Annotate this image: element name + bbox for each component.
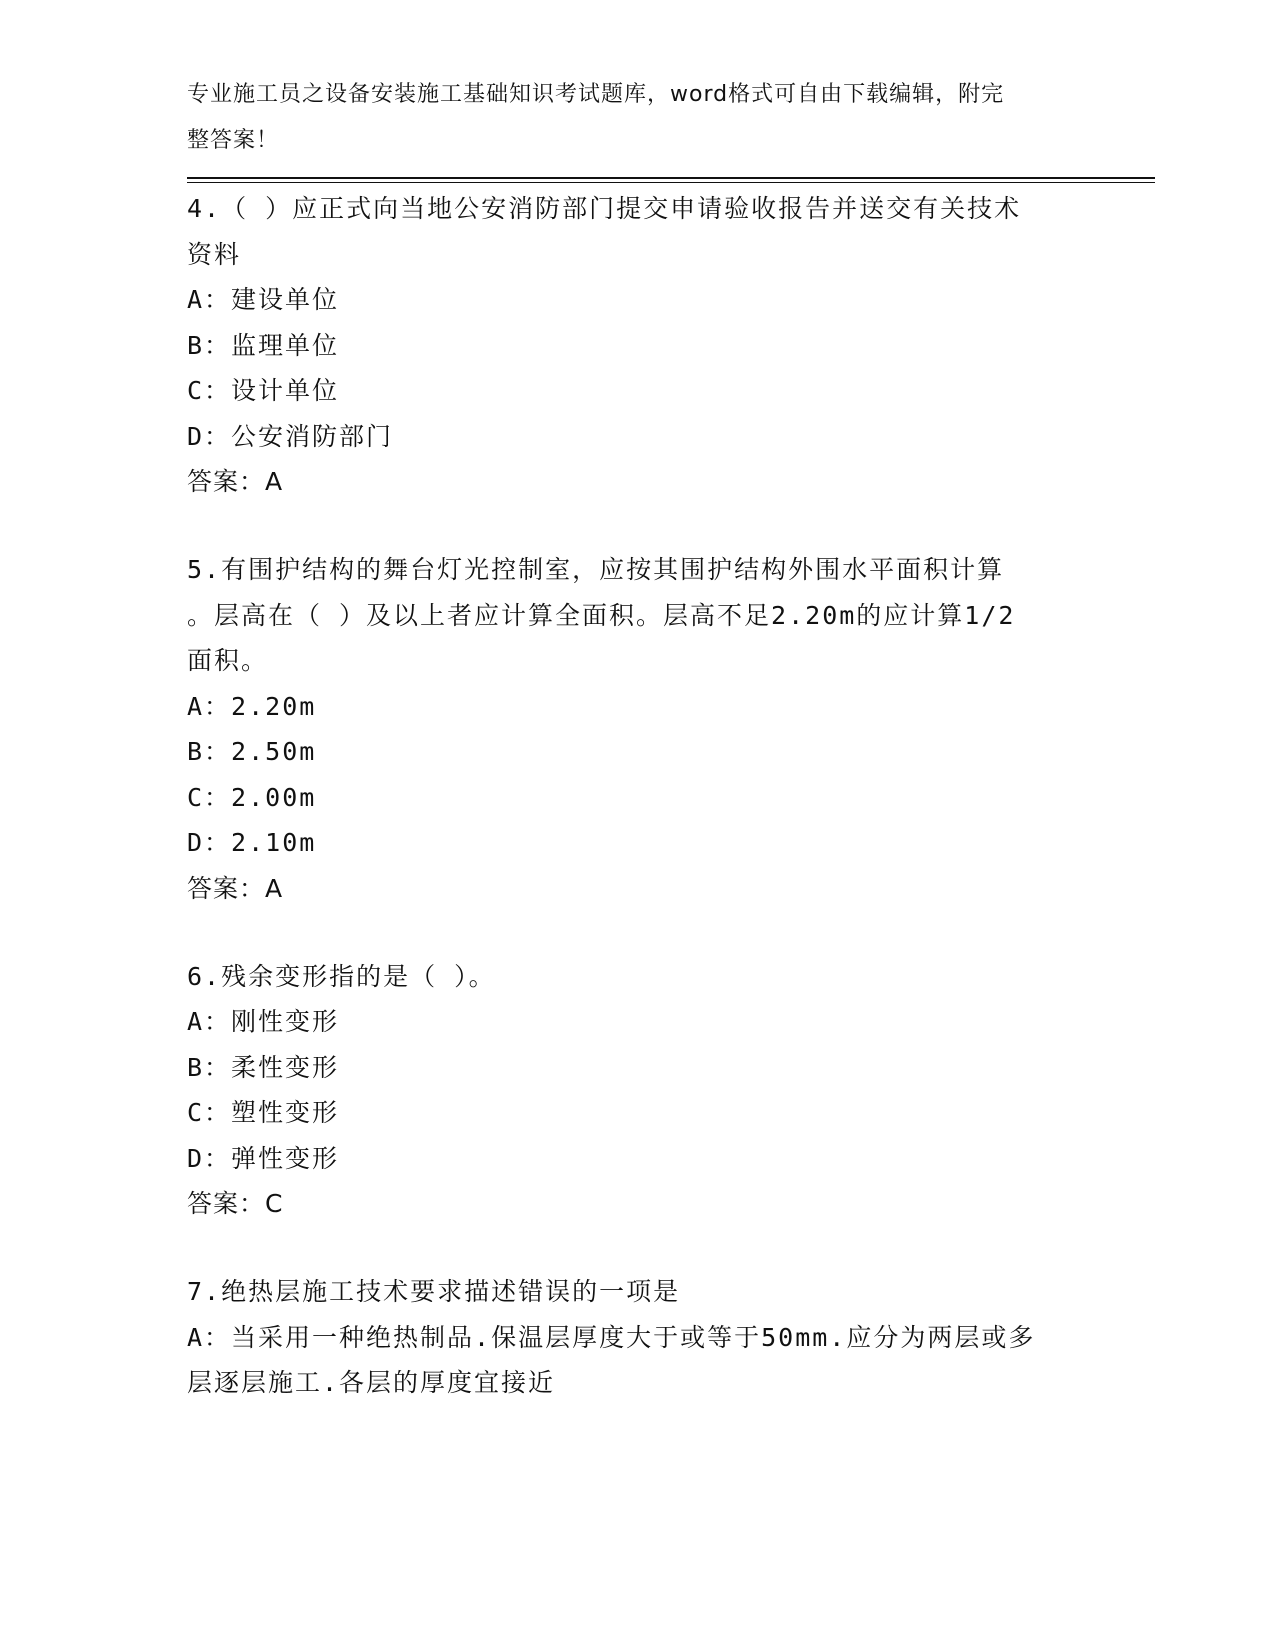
question-6 — [187, 954, 1087, 1227]
document-header — [187, 72, 1067, 163]
question-5 — [187, 547, 1087, 911]
question-stem: 资料 — [187, 239, 242, 269]
option-c: C：2.00m — [187, 782, 317, 812]
option-b: B：2.50m — [187, 737, 317, 766]
header-rule-thin — [187, 182, 1155, 183]
answer: 答案：A — [187, 873, 284, 903]
option-c: C：塑性变形 — [187, 1098, 340, 1127]
header-line-1: 专业施工员之设备安装施工基础知识考试题库，word格式可自由下载编辑，附完 — [187, 82, 1005, 107]
option-c: C：设计单位 — [187, 376, 340, 405]
question-4 — [187, 186, 1087, 504]
question-stem: 4.（ ）应正式向当地公安消防部门提交申请验收报告并送交有关技术 — [187, 194, 1022, 223]
header-line-2: 整答案！ — [187, 127, 280, 153]
question-7 — [187, 1269, 1087, 1406]
question-stem: 面积。 — [187, 646, 269, 675]
header-rule-thick — [187, 177, 1155, 179]
option-d: D：公安消防部门 — [187, 421, 394, 451]
option-a-continued: 层逐层施工.各层的厚度宜接近 — [187, 1368, 556, 1397]
option-a: A：刚性变形 — [187, 1007, 340, 1036]
option-d: D：2.10m — [187, 828, 317, 857]
option-a: A：2.20m — [187, 691, 317, 721]
option-a: A：当采用一种绝热制品.保温层厚度大于或等于50mm.应分为两层或多 — [187, 1322, 1036, 1352]
question-stem: 5.有围护结构的舞台灯光控制室，应按其围护结构外围水平面积计算 — [187, 555, 1005, 584]
question-stem: 6.残余变形指的是（ ）。 — [187, 961, 496, 991]
option-b: B：柔性变形 — [187, 1052, 340, 1082]
question-stem: 。层高在（ ）及以上者应计算全面积。层高不足2.20m的应计算1/2 — [187, 600, 1016, 630]
option-d: D：弹性变形 — [187, 1143, 340, 1173]
question-stem: 7.绝热层施工技术要求描述错误的一项是 — [187, 1277, 681, 1306]
option-b: B：监理单位 — [187, 330, 340, 360]
answer: 答案：A — [187, 467, 284, 496]
question-list — [187, 186, 1087, 1449]
answer: 答案：C — [187, 1189, 284, 1218]
option-a: A：建设单位 — [187, 285, 340, 314]
